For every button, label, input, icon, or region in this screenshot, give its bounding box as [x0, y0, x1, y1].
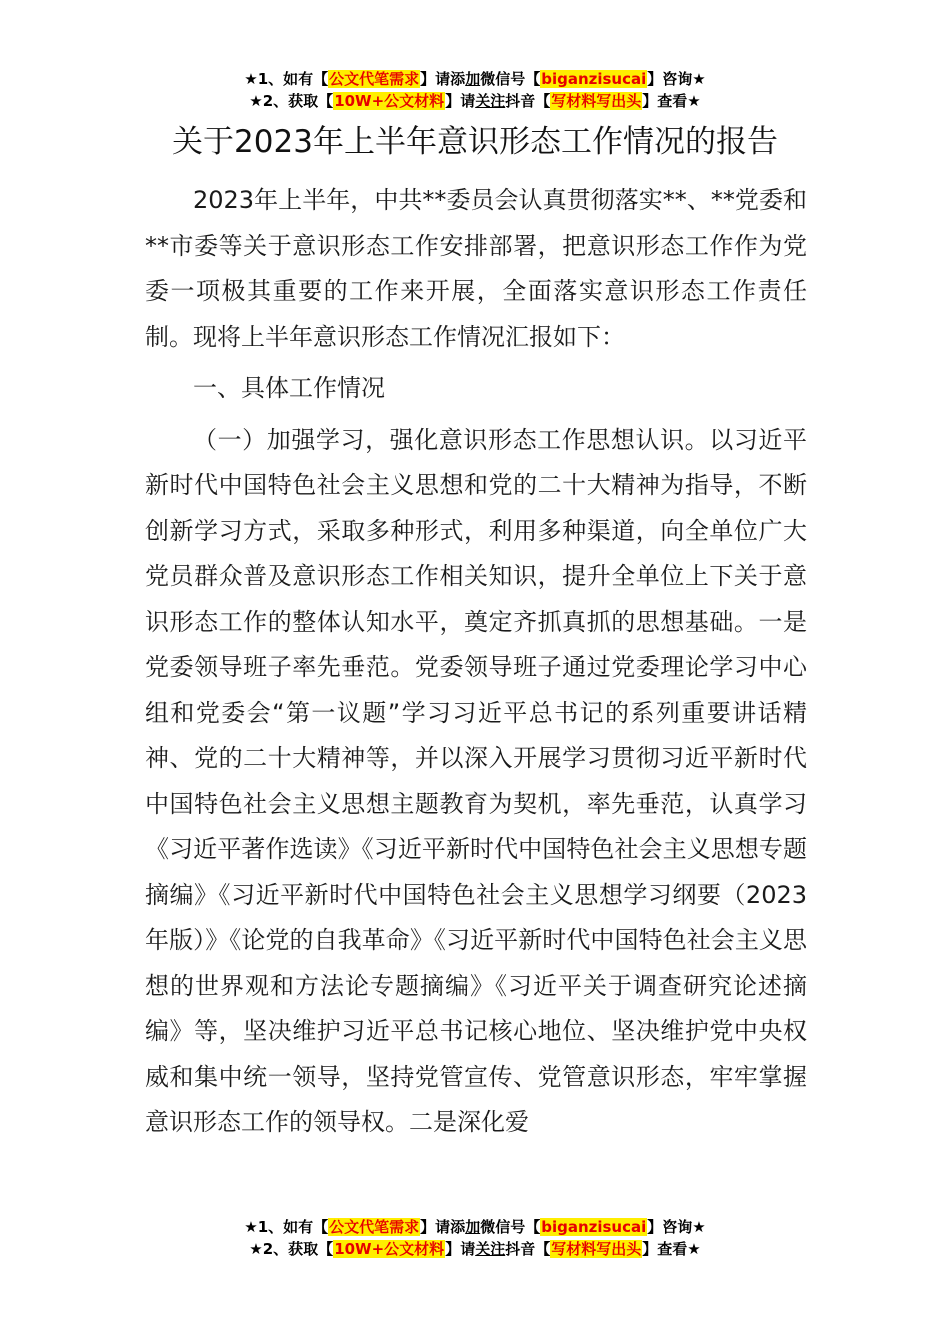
banner-wechat-id: biganzisucai	[541, 70, 647, 88]
intro-paragraph: 2023年上半年，中共**委员会认真贯彻落实**、**党委和**市委等关于意识形态工作安排部署，把意识形态工作作为党委一项极其重要的工作来开展，全面落实意识形态工作责任制。现将上半年意识形态工作情况汇报如下：	[145, 186, 807, 351]
banner-line-2: ★2、获取【10W+公文材料】请关注抖音【写材料写出头】查看★	[249, 1240, 701, 1258]
document-body	[145, 178, 807, 1146]
banner-douyin-id: 写材料写出头	[551, 92, 642, 110]
banner-highlight: 公文代笔需求	[329, 1218, 420, 1236]
banner-line-2: ★2、获取【10W+公文材料】请关注抖音【写材料写出头】查看★	[249, 92, 701, 110]
banner-highlight: 公文代笔需求	[329, 70, 420, 88]
banner-douyin-id: 写材料写出头	[551, 1240, 642, 1258]
banner-highlight: 10W+公文材料	[334, 92, 445, 110]
banner-line-1: ★1、如有【公文代笔需求】请添加微信号【biganzisucai】咨询★	[244, 70, 706, 88]
banner-highlight: 10W+公文材料	[334, 1240, 445, 1258]
document-title: 关于2023年上半年意识形态工作情况的报告	[172, 124, 778, 160]
body-paragraph: （一）加强学习，强化意识形态工作思想认识。以习近平新时代中国特色社会主义思想和党的二十大精神为指导，不断创新学习方式，采取多种形式，利用多种渠道，向全单位广大党员群众普及意识形态工作相关知识，提升全单位上下关于意识形态工作的整体认知水平，奠定齐抓真抓的思想基础。一是党委领导班子率先垂范。党委领导班子通过党委理论学习中心组和党委会“第一议题”学习习近平总书记的系列重要讲话精神、党的二十大精神等，并以深入开展学习贯彻习近平新时代中国特色社会主义思想主题教育为契机，率先垂范，认真学习《习近平著作选读》《习近平新时代中国特色社会主义思想专题摘编》《习近平新时代中国特色社会主义思想学习纲要（2023年版）》《论党的自我革命》《习近平新时代中国特色社会主义思想的世界观和方法论专题摘编》《习近平关于调查研究论述摘编》等，坚决维护习近平总书记核心地位、坚决维护党中央权威和集中统一领导，坚持党管宣传、党管意识形态，牢牢掌握意识形态工作的领导权。二是深化爱	[145, 425, 807, 1136]
bottom-banner	[0, 1216, 950, 1260]
top-banner	[0, 68, 950, 112]
banner-line-1: ★1、如有【公文代笔需求】请添加微信号【biganzisucai】咨询★	[244, 1218, 706, 1236]
section-heading: 一、具体工作情况	[193, 374, 385, 402]
banner-wechat-id: biganzisucai	[541, 1218, 647, 1236]
